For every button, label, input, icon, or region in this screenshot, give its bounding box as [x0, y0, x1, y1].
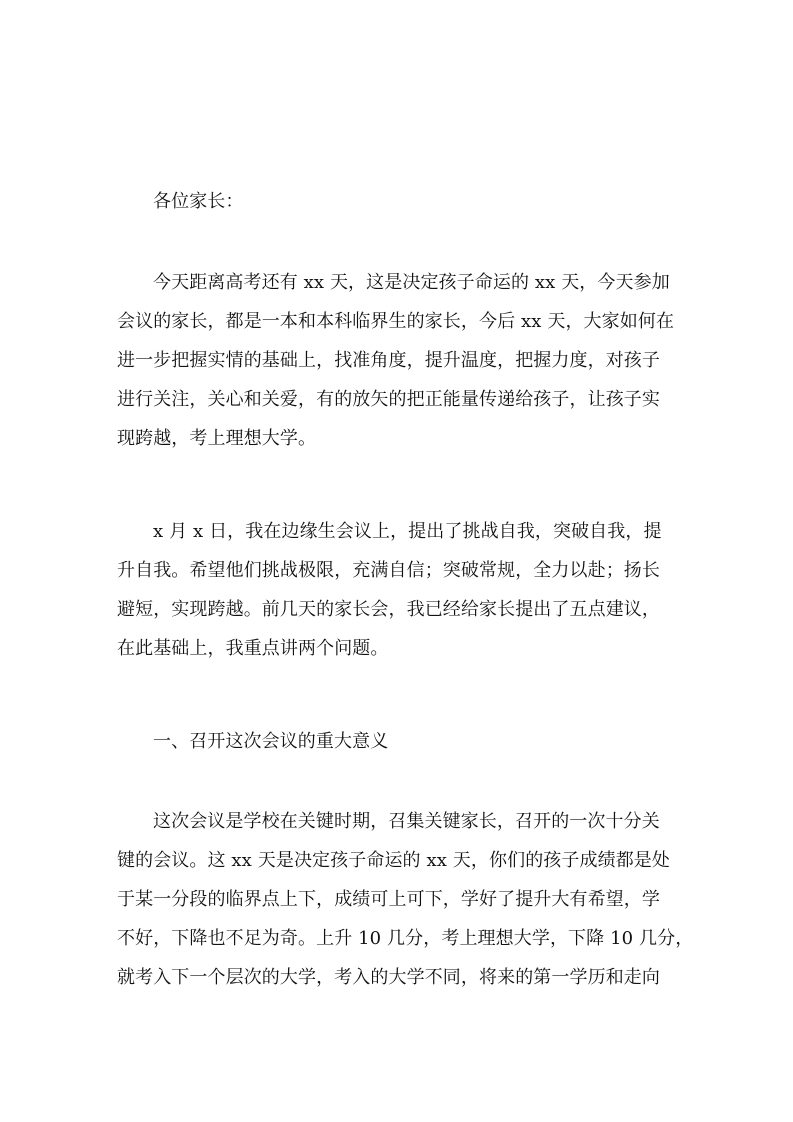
paragraph-line: 现跨越，考上理想大学。 [117, 428, 317, 449]
paragraph-line: 升自我。希望他们挑战极限，充满自信；突破常规，全力以赴；扬长 [117, 560, 660, 581]
paragraph-line: 进行关注，关心和关爱，有的放矢的把正能量传递给孩子，让孩子实 [117, 389, 660, 410]
paragraph-line: 不好，下降也不足为奇。上升 10 几分，考上理想大学，下降 10 几分， [117, 928, 694, 949]
paragraph-line: 在此基础上，我重点讲两个问题。 [117, 638, 389, 659]
salutation: 各位家长： [153, 191, 244, 212]
paragraph-line: 会议的家长，都是一本和本科临界生的家长，今后 xx 天，大家如何在 [117, 311, 675, 332]
paragraph-line: 今天距离高考还有 xx 天，这是决定孩子命运的 xx 天，今天参加 [153, 272, 670, 293]
paragraph-line: x 月 x 日，我在边缘生会议上，提出了挑战自我，突破自我，提 [153, 521, 662, 542]
paragraph-line: 于某一分段的临界点上下，成绩可上可下，学好了提升大有希望，学 [117, 889, 660, 910]
paragraph-line: 避短，实现跨越。前几天的家长会，我已经给家长提出了五点建议， [117, 599, 660, 620]
paragraph-line: 进一步把握实情的基础上，找准角度，提升温度，把握力度，对孩子 [117, 350, 660, 371]
paragraph-line: 这次会议是学校在关键时期，召集关键家长，召开的一次十分关 [153, 811, 660, 832]
paragraph-line: 就考入下一个层次的大学，考入的大学不同，将来的第一学历和走向 [117, 967, 660, 988]
paragraph-line: 键的会议。这 xx 天是决定孩子命运的 xx 天，你们的孩子成绩都是处 [117, 850, 670, 871]
section-heading: 一、召开这次会议的重大意义 [153, 731, 389, 752]
